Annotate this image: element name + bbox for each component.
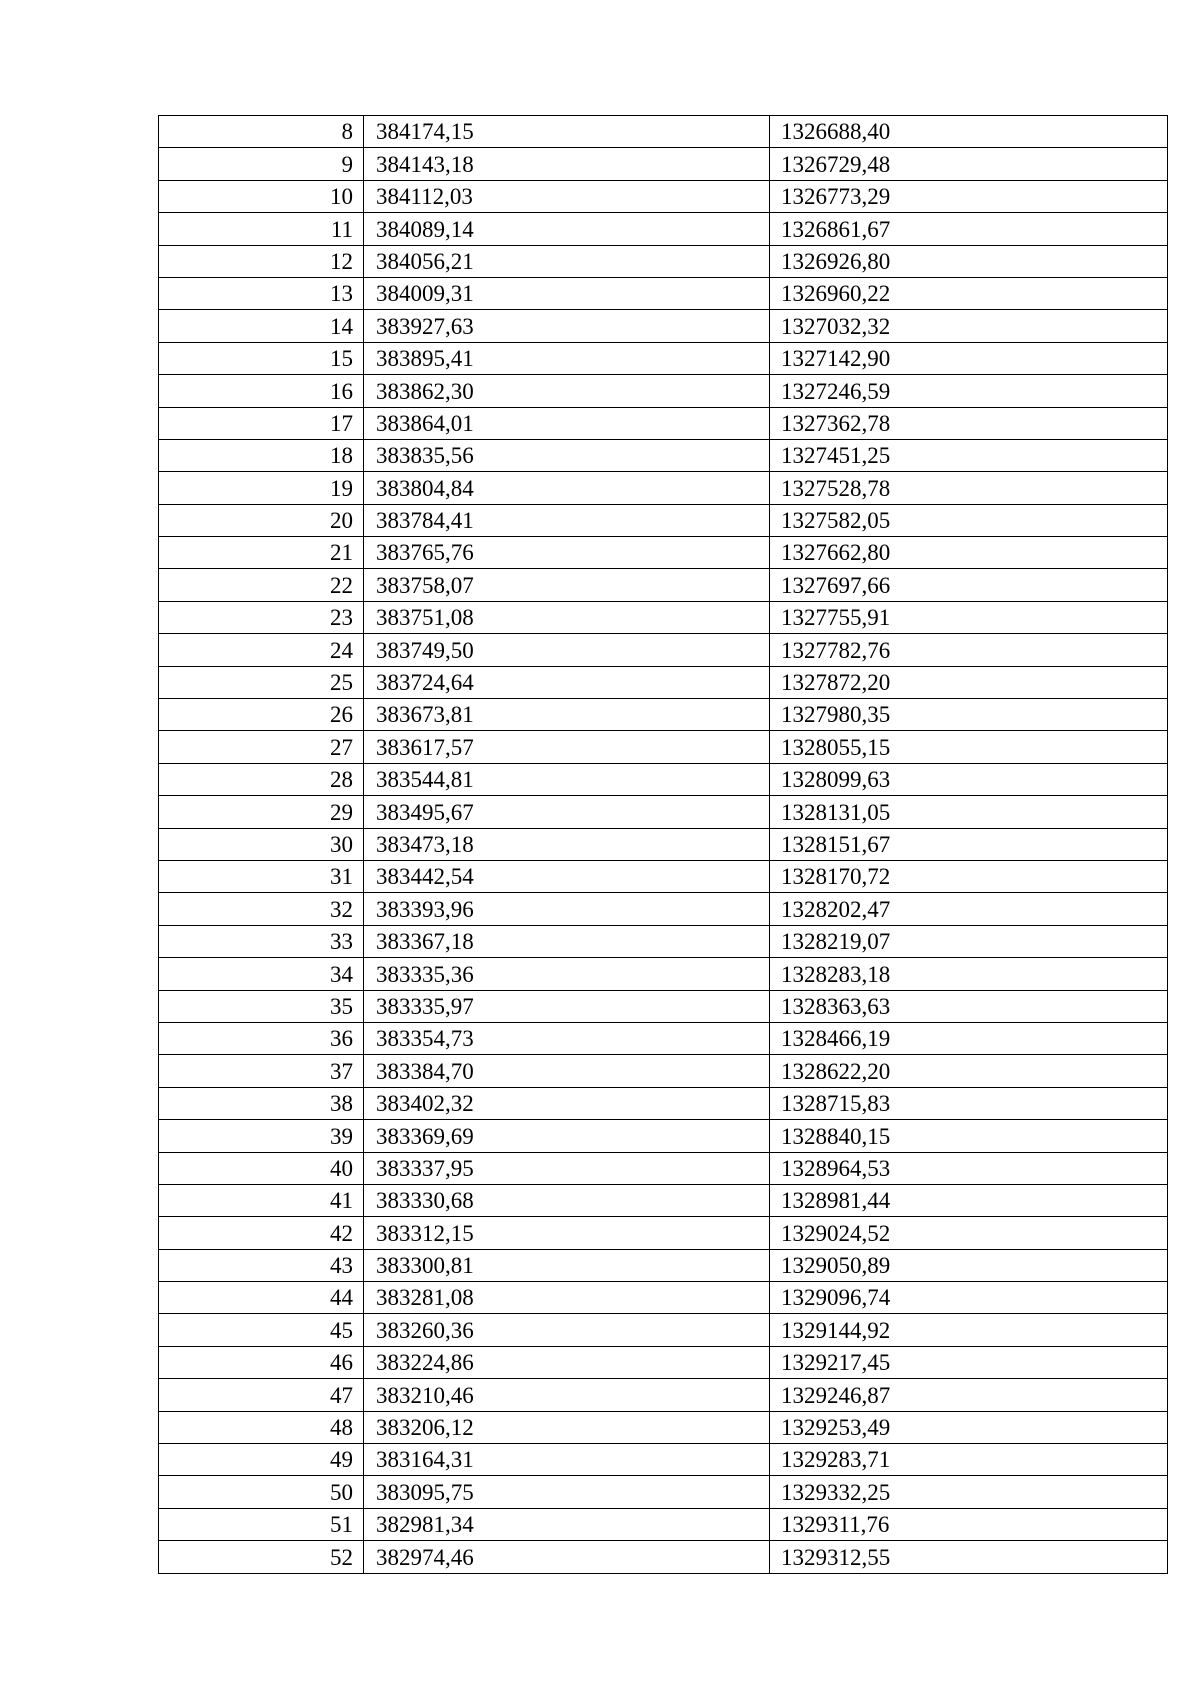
point-number-cell: 9 <box>159 148 364 180</box>
y-coordinate-cell: 1328170,72 <box>770 860 1168 892</box>
table-row <box>159 569 1168 601</box>
point-number-cell: 37 <box>159 1055 364 1087</box>
table-row <box>159 1541 1168 1573</box>
y-coordinate-cell: 1328219,07 <box>770 925 1168 957</box>
table-row <box>159 1444 1168 1476</box>
coordinates-table-body <box>159 116 1168 1574</box>
x-coordinate-cell: 383758,07 <box>364 569 770 601</box>
point-number-cell: 43 <box>159 1249 364 1281</box>
x-coordinate-cell: 383895,41 <box>364 342 770 374</box>
point-number-cell: 20 <box>159 504 364 536</box>
y-coordinate-cell: 1328151,67 <box>770 828 1168 860</box>
table-row <box>159 310 1168 342</box>
y-coordinate-cell: 1329096,74 <box>770 1282 1168 1314</box>
x-coordinate-cell: 383369,69 <box>364 1120 770 1152</box>
table-row <box>159 407 1168 439</box>
y-coordinate-cell: 1329246,87 <box>770 1379 1168 1411</box>
x-coordinate-cell: 383330,68 <box>364 1184 770 1216</box>
y-coordinate-cell: 1326688,40 <box>770 116 1168 148</box>
table-row <box>159 828 1168 860</box>
x-coordinate-cell: 383473,18 <box>364 828 770 860</box>
table-row <box>159 1087 1168 1119</box>
table-row <box>159 1476 1168 1508</box>
point-number-cell: 39 <box>159 1120 364 1152</box>
point-number-cell: 11 <box>159 213 364 245</box>
y-coordinate-cell: 1327697,66 <box>770 569 1168 601</box>
x-coordinate-cell: 383495,67 <box>364 796 770 828</box>
y-coordinate-cell: 1328283,18 <box>770 958 1168 990</box>
table-row <box>159 1282 1168 1314</box>
y-coordinate-cell: 1329144,92 <box>770 1314 1168 1346</box>
point-number-cell: 35 <box>159 990 364 1022</box>
point-number-cell: 40 <box>159 1152 364 1184</box>
point-number-cell: 13 <box>159 277 364 309</box>
table-row <box>159 1346 1168 1378</box>
table-row <box>159 277 1168 309</box>
y-coordinate-cell: 1328964,53 <box>770 1152 1168 1184</box>
table-row <box>159 148 1168 180</box>
table-row <box>159 342 1168 374</box>
point-number-cell: 19 <box>159 472 364 504</box>
y-coordinate-cell: 1329311,76 <box>770 1508 1168 1540</box>
point-number-cell: 31 <box>159 860 364 892</box>
point-number-cell: 29 <box>159 796 364 828</box>
y-coordinate-cell: 1327980,35 <box>770 699 1168 731</box>
table-row <box>159 472 1168 504</box>
y-coordinate-cell: 1327755,91 <box>770 601 1168 633</box>
table-row <box>159 439 1168 471</box>
table-row <box>159 116 1168 148</box>
table-row <box>159 796 1168 828</box>
x-coordinate-cell: 383335,36 <box>364 958 770 990</box>
table-row <box>159 1508 1168 1540</box>
x-coordinate-cell: 383164,31 <box>364 1444 770 1476</box>
x-coordinate-cell: 383312,15 <box>364 1217 770 1249</box>
y-coordinate-cell: 1327032,32 <box>770 310 1168 342</box>
point-number-cell: 14 <box>159 310 364 342</box>
y-coordinate-cell: 1327451,25 <box>770 439 1168 471</box>
point-number-cell: 47 <box>159 1379 364 1411</box>
point-number-cell: 41 <box>159 1184 364 1216</box>
y-coordinate-cell: 1328363,63 <box>770 990 1168 1022</box>
y-coordinate-cell: 1326926,80 <box>770 245 1168 277</box>
x-coordinate-cell: 383724,64 <box>364 666 770 698</box>
x-coordinate-cell: 383617,57 <box>364 731 770 763</box>
y-coordinate-cell: 1327872,20 <box>770 666 1168 698</box>
x-coordinate-cell: 383335,97 <box>364 990 770 1022</box>
y-coordinate-cell: 1328981,44 <box>770 1184 1168 1216</box>
y-coordinate-cell: 1329283,71 <box>770 1444 1168 1476</box>
point-number-cell: 51 <box>159 1508 364 1540</box>
table-row <box>159 180 1168 212</box>
table-row <box>159 699 1168 731</box>
point-number-cell: 27 <box>159 731 364 763</box>
table-row <box>159 601 1168 633</box>
table-row <box>159 213 1168 245</box>
x-coordinate-cell: 382974,46 <box>364 1541 770 1573</box>
table-row <box>159 1184 1168 1216</box>
coordinates-table <box>158 115 1168 1574</box>
point-number-cell: 21 <box>159 537 364 569</box>
table-row <box>159 958 1168 990</box>
point-number-cell: 17 <box>159 407 364 439</box>
x-coordinate-cell: 383260,36 <box>364 1314 770 1346</box>
y-coordinate-cell: 1326773,29 <box>770 180 1168 212</box>
y-coordinate-cell: 1328131,05 <box>770 796 1168 828</box>
y-coordinate-cell: 1329024,52 <box>770 1217 1168 1249</box>
point-number-cell: 52 <box>159 1541 364 1573</box>
x-coordinate-cell: 383367,18 <box>364 925 770 957</box>
table-row <box>159 1379 1168 1411</box>
y-coordinate-cell: 1327142,90 <box>770 342 1168 374</box>
y-coordinate-cell: 1327782,76 <box>770 634 1168 666</box>
x-coordinate-cell: 383862,30 <box>364 375 770 407</box>
table-row <box>159 1314 1168 1346</box>
y-coordinate-cell: 1327528,78 <box>770 472 1168 504</box>
point-number-cell: 45 <box>159 1314 364 1346</box>
point-number-cell: 16 <box>159 375 364 407</box>
table-row <box>159 666 1168 698</box>
table-row <box>159 537 1168 569</box>
point-number-cell: 12 <box>159 245 364 277</box>
table-row <box>159 634 1168 666</box>
x-coordinate-cell: 383765,76 <box>364 537 770 569</box>
table-row <box>159 375 1168 407</box>
y-coordinate-cell: 1326960,22 <box>770 277 1168 309</box>
table-row <box>159 245 1168 277</box>
point-number-cell: 18 <box>159 439 364 471</box>
x-coordinate-cell: 383864,01 <box>364 407 770 439</box>
point-number-cell: 8 <box>159 116 364 148</box>
x-coordinate-cell: 383224,86 <box>364 1346 770 1378</box>
point-number-cell: 28 <box>159 763 364 795</box>
x-coordinate-cell: 383749,50 <box>364 634 770 666</box>
x-coordinate-cell: 383384,70 <box>364 1055 770 1087</box>
table-row <box>159 763 1168 795</box>
x-coordinate-cell: 382981,34 <box>364 1508 770 1540</box>
y-coordinate-cell: 1326729,48 <box>770 148 1168 180</box>
point-number-cell: 25 <box>159 666 364 698</box>
point-number-cell: 22 <box>159 569 364 601</box>
x-coordinate-cell: 384089,14 <box>364 213 770 245</box>
point-number-cell: 24 <box>159 634 364 666</box>
table-row <box>159 990 1168 1022</box>
y-coordinate-cell: 1328055,15 <box>770 731 1168 763</box>
y-coordinate-cell: 1328715,83 <box>770 1087 1168 1119</box>
x-coordinate-cell: 383393,96 <box>364 893 770 925</box>
x-coordinate-cell: 383804,84 <box>364 472 770 504</box>
x-coordinate-cell: 383281,08 <box>364 1282 770 1314</box>
y-coordinate-cell: 1326861,67 <box>770 213 1168 245</box>
y-coordinate-cell: 1327582,05 <box>770 504 1168 536</box>
table-row <box>159 893 1168 925</box>
point-number-cell: 48 <box>159 1411 364 1443</box>
x-coordinate-cell: 383835,56 <box>364 439 770 471</box>
x-coordinate-cell: 383544,81 <box>364 763 770 795</box>
point-number-cell: 32 <box>159 893 364 925</box>
x-coordinate-cell: 383210,46 <box>364 1379 770 1411</box>
x-coordinate-cell: 383927,63 <box>364 310 770 342</box>
x-coordinate-cell: 383300,81 <box>364 1249 770 1281</box>
point-number-cell: 26 <box>159 699 364 731</box>
point-number-cell: 15 <box>159 342 364 374</box>
point-number-cell: 30 <box>159 828 364 860</box>
x-coordinate-cell: 383354,73 <box>364 1022 770 1054</box>
x-coordinate-cell: 384174,15 <box>364 116 770 148</box>
point-number-cell: 23 <box>159 601 364 633</box>
x-coordinate-cell: 383751,08 <box>364 601 770 633</box>
table-row <box>159 504 1168 536</box>
table-row <box>159 1217 1168 1249</box>
y-coordinate-cell: 1328099,63 <box>770 763 1168 795</box>
y-coordinate-cell: 1329050,89 <box>770 1249 1168 1281</box>
y-coordinate-cell: 1327662,80 <box>770 537 1168 569</box>
x-coordinate-cell: 384009,31 <box>364 277 770 309</box>
y-coordinate-cell: 1329312,55 <box>770 1541 1168 1573</box>
y-coordinate-cell: 1328466,19 <box>770 1022 1168 1054</box>
point-number-cell: 33 <box>159 925 364 957</box>
x-coordinate-cell: 383095,75 <box>364 1476 770 1508</box>
x-coordinate-cell: 383784,41 <box>364 504 770 536</box>
x-coordinate-cell: 384143,18 <box>364 148 770 180</box>
point-number-cell: 42 <box>159 1217 364 1249</box>
y-coordinate-cell: 1329217,45 <box>770 1346 1168 1378</box>
table-row <box>159 1249 1168 1281</box>
y-coordinate-cell: 1328622,20 <box>770 1055 1168 1087</box>
table-row <box>159 925 1168 957</box>
table-row <box>159 1055 1168 1087</box>
point-number-cell: 34 <box>159 958 364 990</box>
y-coordinate-cell: 1329332,25 <box>770 1476 1168 1508</box>
y-coordinate-cell: 1327246,59 <box>770 375 1168 407</box>
y-coordinate-cell: 1329253,49 <box>770 1411 1168 1443</box>
table-row <box>159 1152 1168 1184</box>
x-coordinate-cell: 383402,32 <box>364 1087 770 1119</box>
y-coordinate-cell: 1327362,78 <box>770 407 1168 439</box>
x-coordinate-cell: 384112,03 <box>364 180 770 212</box>
table-row <box>159 860 1168 892</box>
table-row <box>159 731 1168 763</box>
point-number-cell: 46 <box>159 1346 364 1378</box>
y-coordinate-cell: 1328202,47 <box>770 893 1168 925</box>
point-number-cell: 44 <box>159 1282 364 1314</box>
table-row <box>159 1022 1168 1054</box>
x-coordinate-cell: 383673,81 <box>364 699 770 731</box>
x-coordinate-cell: 383206,12 <box>364 1411 770 1443</box>
x-coordinate-cell: 383442,54 <box>364 860 770 892</box>
x-coordinate-cell: 384056,21 <box>364 245 770 277</box>
table-row <box>159 1120 1168 1152</box>
point-number-cell: 50 <box>159 1476 364 1508</box>
point-number-cell: 49 <box>159 1444 364 1476</box>
table-row <box>159 1411 1168 1443</box>
point-number-cell: 36 <box>159 1022 364 1054</box>
y-coordinate-cell: 1328840,15 <box>770 1120 1168 1152</box>
point-number-cell: 10 <box>159 180 364 212</box>
x-coordinate-cell: 383337,95 <box>364 1152 770 1184</box>
point-number-cell: 38 <box>159 1087 364 1119</box>
